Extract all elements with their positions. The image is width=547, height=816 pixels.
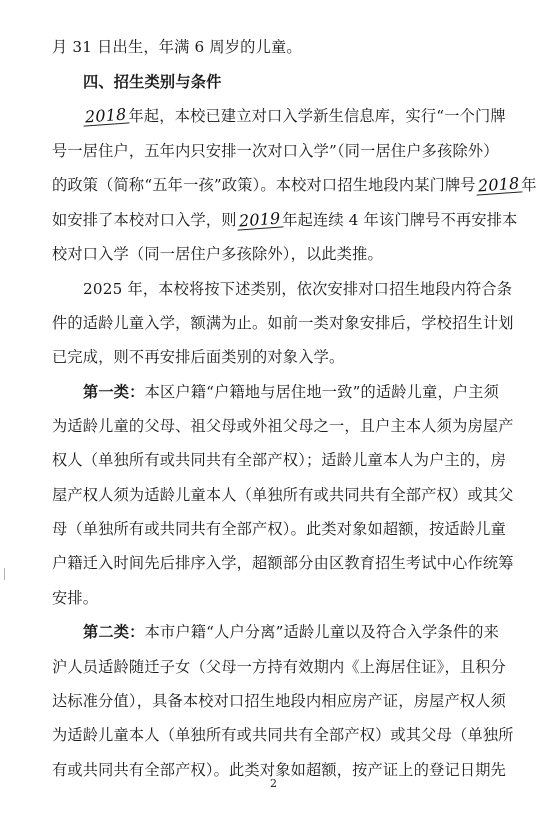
line-text: 母（单独所有或共同共有全部产权）。此类对象如超额，按适龄儿童 (52, 520, 507, 538)
line-text: 本市户籍“人户分离”适龄儿童以及符合入学条件的来 (144, 623, 500, 641)
text-line (52, 519, 507, 539)
page-number: 2 (270, 777, 277, 790)
line-text: 月 31 日出生，年满 6 周岁的儿童。 (52, 38, 302, 56)
text-line (52, 347, 498, 367)
line-text: 本区户籍“户籍地与居住地一致”的适龄儿童，户主须 (144, 383, 500, 401)
text-line (52, 313, 514, 333)
text-line (52, 208, 518, 231)
line-text: 已完成，则不再安排后面类别的对象入学。 (52, 348, 345, 366)
text-line (52, 141, 498, 161)
text-line (52, 485, 514, 505)
line-text: 的政策（简称“五年一孩”政策）。本校对口招生地段内某门牌号 (52, 176, 476, 194)
category-label: 第二类： (83, 623, 145, 641)
line-text: 年起，本校已建立对口入学新生信息库，实行“一个门牌 (128, 107, 506, 125)
line-text: 年起连续 4 年该门牌号不再安排本 (282, 211, 518, 229)
text-line (83, 382, 498, 402)
text-line (83, 622, 498, 642)
text-line (52, 691, 507, 711)
text-line (52, 244, 498, 264)
text-line (52, 725, 514, 745)
text-line (52, 553, 514, 573)
category-label: 第一类： (83, 383, 145, 401)
text-line (52, 450, 507, 470)
line-text: 安排。 (52, 589, 99, 607)
text-line (52, 657, 507, 677)
line-text: 户籍迁入时间先后排序入学，超额部分由区教育招生考试中心作统筹 (52, 554, 514, 572)
text-line (52, 588, 498, 608)
text-line (52, 416, 514, 436)
line-text: 为适龄儿童本人（单独所有或共同共有全部产权）或其父母（单独所 (52, 726, 514, 744)
line-text: 沪人员适龄随迁子女（父母一方持有效期内《上海居住证》，且积分 (52, 658, 507, 676)
line-text: 件的适龄儿童入学，额满为止。如前一类对象安排后，学校招生计划 (52, 314, 514, 332)
heading-text: 四、招生类别与条件 (83, 73, 222, 91)
line-text: 为适龄儿童的父母、祖父母或外祖父母之一，且户主本人须为房屋产 (52, 417, 514, 435)
line-text: 权人（单独所有或共同共有全部产权）；适龄儿童本人为户主的，房 (52, 451, 507, 469)
handwritten-year: 2019 (237, 208, 281, 231)
text-line (83, 279, 513, 299)
line-text: 校对口入学（同一居住户多孩除外），以此类推。 (52, 245, 383, 263)
text-line (83, 104, 506, 127)
line-text: 号一居住户，五年内只安排一次对口入学”（同一居住户多孩除外） (52, 142, 499, 160)
handwritten-year: 2018 (477, 173, 520, 196)
scan-margin-mark (4, 568, 5, 580)
line-text: 年 (521, 176, 537, 194)
line-text: 如安排了本校对口入学，则 (52, 211, 237, 229)
handwritten-year: 2018 (84, 104, 128, 127)
text-line (52, 37, 498, 57)
section-heading (83, 72, 498, 92)
text-line (52, 173, 537, 196)
line-text: 达标准分值），具备本校对口招生地段内相应房产证，房屋产权人须 (52, 692, 507, 710)
line-text: 有或共同共有全部产权）。此类对象如超额，按产证上的登记日期先 (52, 761, 507, 779)
line-text: 屋产权人须为适龄儿童本人（单独所有或共同共有全部产权）或其父 (52, 486, 514, 504)
line-text: 2025 年，本校将按下述类别，依次安排对口招生地段内符合条 (83, 280, 513, 298)
